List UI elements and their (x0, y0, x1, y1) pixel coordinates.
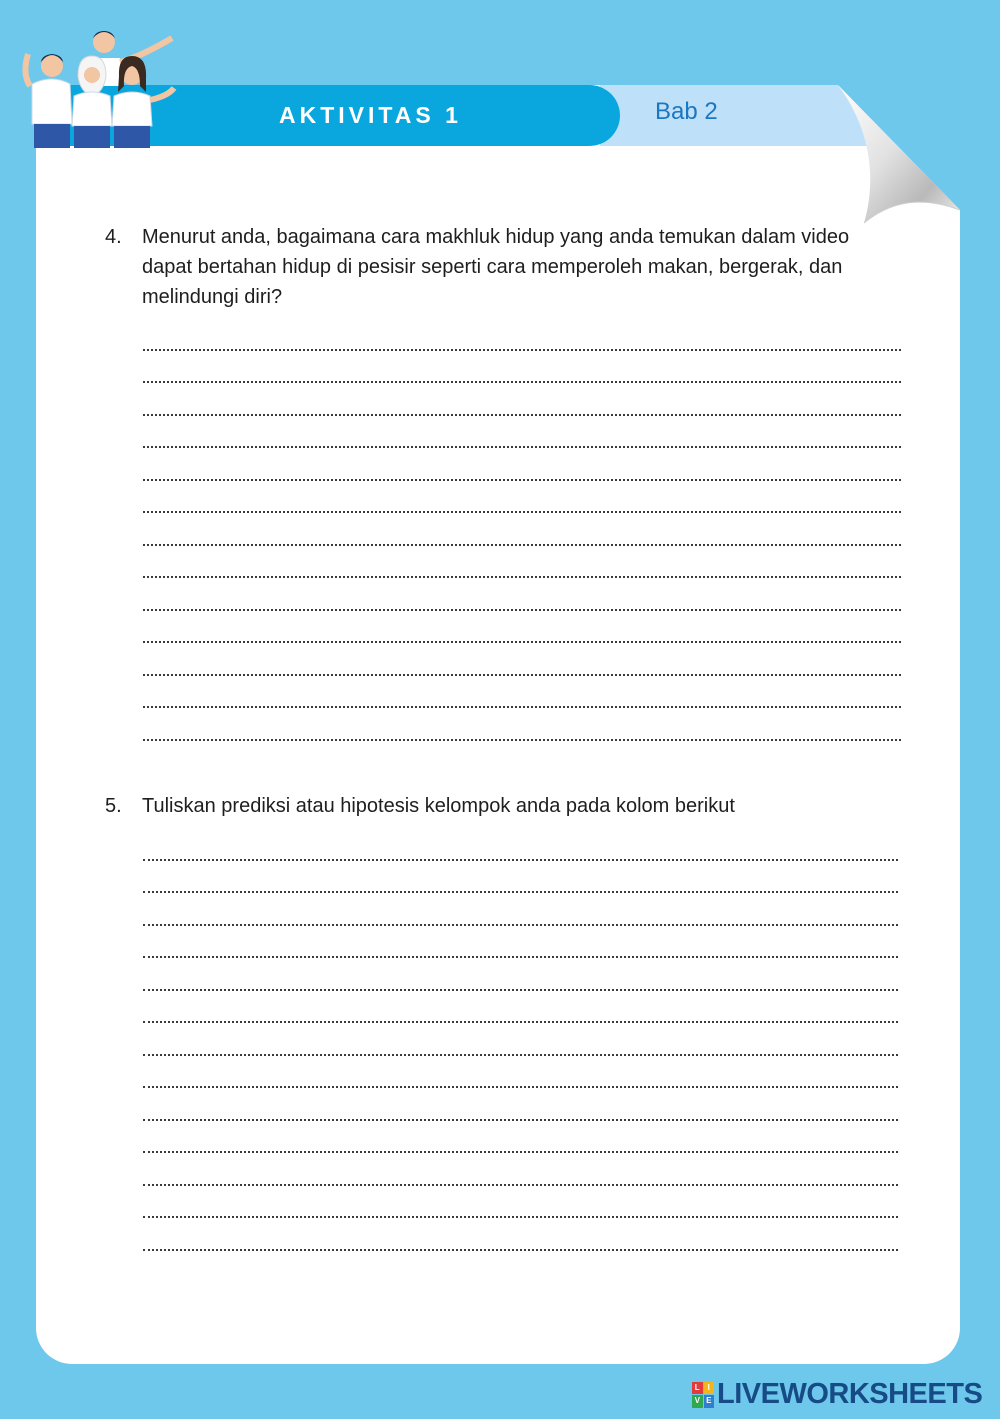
answer-line[interactable] (143, 1186, 898, 1219)
answer-line[interactable] (143, 991, 898, 1024)
answer-line[interactable] (143, 481, 901, 514)
chapter-label: Bab 2 (655, 98, 718, 125)
question-text: Menurut anda, bagaimana cara makhluk hidup yang anda temukan dalam video dapat bertahan hidup di pesisir seperti cara memperoleh makan, bergerak, dan melindungi diri? (142, 226, 850, 308)
page-curl-icon (838, 85, 960, 225)
question-number: 5. (105, 795, 122, 817)
question-number: 4. (105, 226, 122, 248)
answer-line[interactable] (143, 926, 898, 959)
brand-wordmark: LIVEWORKSHEETS (717, 1378, 983, 1410)
answer-line[interactable] (143, 383, 901, 416)
answer-line[interactable] (143, 513, 901, 546)
answer-line[interactable] (143, 1121, 898, 1154)
answer-line[interactable] (143, 1153, 898, 1186)
question-4 (105, 222, 865, 312)
answer-line[interactable] (143, 546, 901, 579)
answer-line[interactable] (143, 448, 901, 481)
answer-line[interactable] (143, 416, 901, 449)
answer-line[interactable] (143, 643, 901, 676)
answer-line[interactable] (143, 1023, 898, 1056)
answer-line[interactable] (143, 676, 901, 709)
chapter-tab (600, 85, 870, 146)
answer-line[interactable] (143, 1056, 898, 1089)
answer-line[interactable] (143, 1218, 898, 1251)
answer-line[interactable] (143, 1088, 898, 1121)
logo-grid-icon: L I V E (692, 1382, 714, 1408)
students-illustration (22, 26, 182, 148)
answer-line[interactable] (143, 318, 901, 351)
answer-line[interactable] (143, 708, 901, 741)
answer-line[interactable] (143, 578, 901, 611)
answer-line[interactable] (143, 611, 901, 644)
answer-line[interactable] (143, 861, 898, 894)
answer-area-4[interactable] (143, 318, 901, 741)
answer-line[interactable] (143, 958, 898, 991)
activity-title: AKTIVITAS 1 (279, 102, 462, 128)
answer-line[interactable] (143, 828, 898, 861)
question-5 (105, 791, 865, 821)
liveworksheets-logo (692, 1378, 982, 1411)
question-text: Tuliskan prediksi atau hipotesis kelompok anda pada kolom berikut (142, 795, 735, 817)
answer-area-5[interactable] (143, 828, 898, 1251)
answer-line[interactable] (143, 893, 898, 926)
answer-line[interactable] (143, 351, 901, 384)
